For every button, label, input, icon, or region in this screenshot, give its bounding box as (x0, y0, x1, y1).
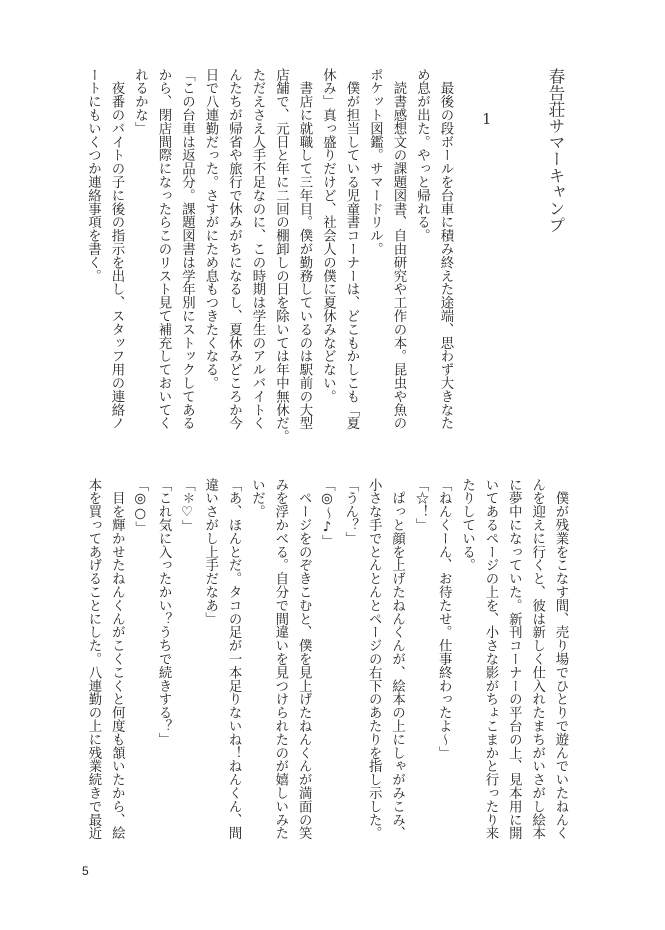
text-line: 「これ気に入ったかい？うちで続きする？」 (156, 478, 172, 746)
text-line: 書店に就職して三年目。僕が勤務しているのは駅前の大型 (297, 68, 312, 430)
text-line: 最後の段ボールを台車に積み終えた途端、思わず大きなた (438, 68, 453, 430)
text-line: ページをのぞきこむと、僕を見上げたねんくんが満面の笑 (296, 478, 312, 840)
text-line: 「☆！」 (412, 478, 428, 532)
text-line: ぱっと顔を上げたねんくんが、絵本の上にしゃがみこみ、 (389, 478, 405, 840)
text-line: 僕が残業をこなす間、売り場でひとりで遊んでいたねんく (553, 478, 568, 840)
text-line: ートにもいくつか連絡事項を書く。 (85, 68, 101, 283)
text-line: ポケット図鑑。サマードリル。 (367, 68, 383, 256)
text-line: 「✽♡」 (179, 478, 195, 534)
text-line: いだ。 (249, 478, 265, 519)
text-line: みを浮かべる。自分で間違いを見つけられたのが嬉しいみた (272, 478, 288, 840)
text-line: たりしている。 (459, 478, 475, 572)
text-line: ただえさえ人手不足なのに、この時期は学生のアルバイトく (250, 68, 265, 430)
text-line: 「この台車は返品分。課題図書は学年別にストックしてある (179, 68, 195, 430)
text-line: いてあるページの上を、小さな影がちょこまかと行ったり来 (482, 478, 498, 840)
text-line: 違いさがし上手だなあ」 (202, 478, 218, 626)
text-line: れるかな」 (132, 68, 148, 135)
text-line: め息が出た。やっと帰れる。 (414, 68, 430, 243)
text-line: んを迎えに行くと、彼は新しく仕入れたまちがいさがし絵本 (529, 478, 545, 840)
text-line: 「うん？」 (342, 478, 358, 545)
text-line: 僕が担当している児童書コーナーは、どこもかしこも「夏 (344, 68, 359, 430)
text-line: 読書感想文の課題図書、自由研究や工作の本。昆虫や魚の (391, 68, 406, 430)
text-line: んたちが帰省や旅行で休みがちになるし、夏休みどころか今 (226, 68, 242, 430)
text-line: 日で八連勤だった。さすがにため息もつきたくなる。 (203, 68, 218, 390)
text-line: 小さな手でとんとんとページの右下のあたりを指し示した。 (366, 478, 382, 840)
text-line: 「◎○」 (132, 478, 148, 535)
text-line: から、閉店間際になったらこのリスト見て補充しておいてく (156, 68, 171, 430)
text-line: に夢中になっていた。新刊コーナーの平台の上、見本用に開 (506, 478, 522, 840)
text-line: 休み」真っ盛りだけど、社会人の僕に夏休みなどない。 (320, 68, 336, 403)
text-line: 「◎～♪」 (319, 478, 335, 549)
chapter-number: 1 (482, 110, 492, 128)
chapter-title: 春告荘サマーキャンプ (546, 68, 565, 233)
text-line: 店舗で、元日と年に二回の棚卸しの日を除いては年中無休だ。 (273, 68, 289, 444)
text-line: 「あ、ほんとだ。タコの足が一本足りないね！ねんくん、間 (226, 478, 242, 840)
text-line: 夜番のバイトの子に後の指示を出し、スタッフ用の連絡ノ (109, 68, 124, 430)
text-line: 「ねんくーん、お待たせ。仕事終わったよ～」 (436, 478, 452, 760)
page-number: 5 (82, 864, 89, 878)
text-line: 本を買ってあげることにした。八連勤の上に残業続きで最近 (86, 478, 101, 840)
text-line: 目を輝かせたねんくんがこくこくと何度も頷いたから、絵 (109, 478, 125, 840)
